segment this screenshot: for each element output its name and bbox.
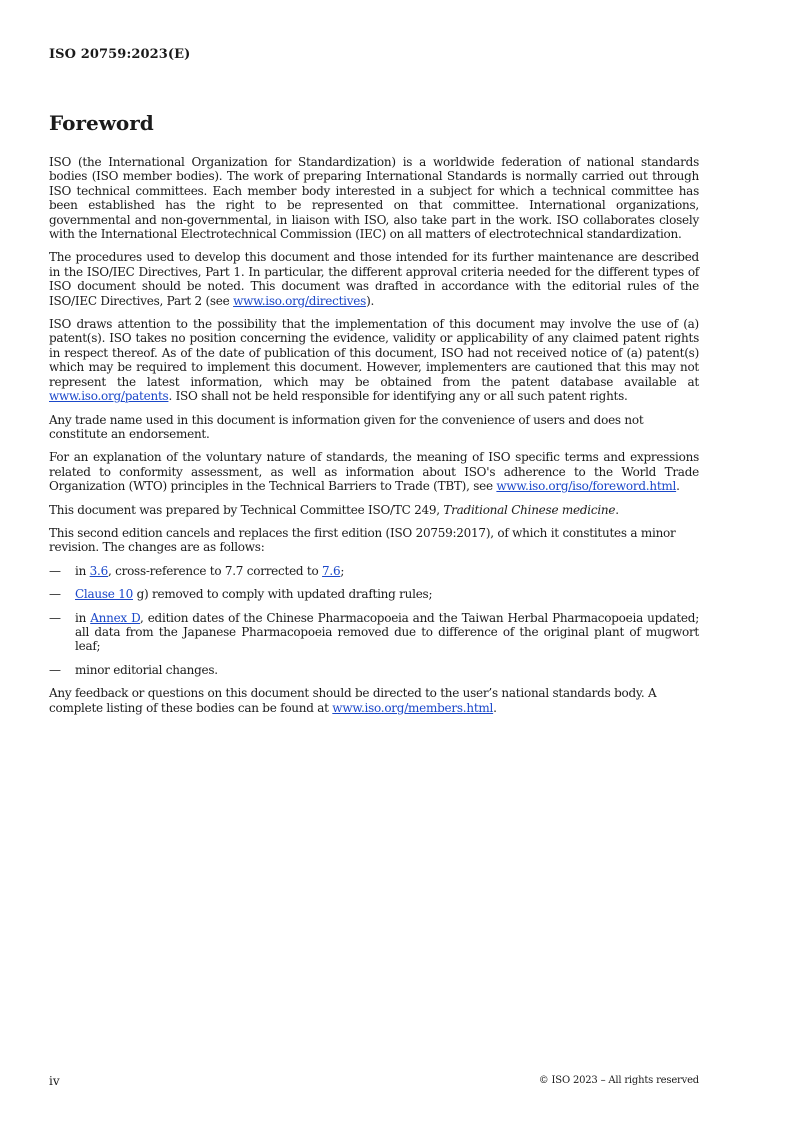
change-3-text: [75, 611, 699, 654]
dash-bullet: —: [49, 563, 61, 578]
voluntary-text: For an explanation of the voluntary nature of standards, the meaning of ISO specific terms and expressions related to conformity assessment, as well as information about ISO's adherence to the World Trade Organization (WTO) principles in the Technical Barriers to Trade (TBT), see: [49, 450, 699, 494]
change-1-suffix: ;: [340, 563, 345, 578]
voluntary-text-end: .: [676, 479, 680, 494]
change-1-middle: , cross-reference to 7.7 corrected to: [107, 563, 323, 578]
page-title: Foreword: [49, 111, 154, 135]
change-1-prefix: in: [75, 563, 90, 578]
change-3-suffix: , edition dates of the Chinese Pharmacopoeia and the Taiwan Herbal Pharmacopoeia updated; all data from the Japanese Pharmacopoeia removed due to difference of the original plant of mugwort leaf;: [75, 610, 700, 654]
list-item-change-2: [49, 587, 699, 601]
committee-text: This document was prepared by Technical Committee ISO/TC 249,: [49, 502, 444, 517]
paragraph-feedback: [49, 686, 699, 715]
feedback-text: Any feedback or questions on this document should be directed to the user’s national standards body. A complete listing of these bodies can be found at: [49, 686, 657, 715]
dash-bullet: —: [49, 610, 61, 625]
list-item-change-1: [49, 564, 699, 578]
paragraph-trade-name: Any trade name used in this document is information given for the convenience of users and does not constitute an endorsement.: [49, 412, 644, 441]
clause-3-6-link[interactable]: 3.6: [89, 563, 108, 578]
paragraph-committee: [49, 503, 699, 517]
feedback-text-end: .: [493, 700, 497, 715]
procedures-text-end: ).: [366, 293, 375, 308]
dash-bullet: —: [49, 662, 61, 677]
list-item-change-3: [49, 611, 699, 654]
paragraph-procedures: [49, 250, 699, 308]
paragraph-iso-intro: ISO (the International Organization for Standardization) is a worldwide federation of national standards bodies (ISO member bodies). The work of preparing International Standards is normally carried out through ISO technical committees. Each member body interested in a subject for which a technical committee has been established has the right to be represented on that committee. International organizations, governmental and non-governmental, in liaison with ISO, also take part in the work. ISO collaborates closely with the International Electrotechnical Commission (IEC) on all matters of electrotechnical standardization.: [49, 155, 699, 242]
foreword-link[interactable]: www.iso.org/iso/foreword.html: [496, 479, 677, 494]
annex-d-link[interactable]: Annex D: [90, 610, 141, 625]
change-3-prefix: in: [75, 610, 91, 625]
change-1-text: [75, 564, 699, 578]
change-2-suffix: g) removed to comply with updated drafting rules;: [133, 587, 433, 602]
change-2-text: [75, 587, 699, 601]
foreword-body: [49, 155, 699, 724]
directives-link[interactable]: www.iso.org/directives: [233, 293, 367, 308]
procedures-text: The procedures used to develop this document and those intended for its further maintenance are described in the ISO/IEC Directives, Part 1. In particular, the different approval criteria needed for the different types of ISO document should be noted. This document was drafted in accordance with the editorial rules of the ISO/IEC Directives, Part 2 (see: [49, 250, 699, 308]
copyright-notice: © ISO 2023 – All rights reserved: [538, 1075, 699, 1086]
document-code: ISO 20759:2023(E): [49, 47, 191, 62]
clause-7-6-link[interactable]: 7.6: [322, 563, 341, 578]
paragraph-patents: [49, 317, 699, 403]
dash-bullet: —: [49, 587, 61, 602]
clause-10-link[interactable]: Clause 10: [75, 587, 133, 602]
committee-name: Traditional Chinese medicine: [443, 502, 616, 517]
page-number: iv: [49, 1074, 60, 1088]
patents-text: ISO draws attention to the possibility that the implementation of this document may involve the use of (a) patent(s). ISO takes no position concerning the evidence, validity or applicability of any claimed patent rights in respect thereof. As of the date of publication of this document, ISO had not received notice of (a) patent(s) which may be required to implement this document. However, implementers are cautioned that this may not represent the latest information, which may be obtained from the patent database available at: [49, 317, 699, 389]
committee-text-end: .: [615, 502, 619, 517]
patents-text-end: . ISO shall not be held responsible for identifying any or all such patent rights.: [168, 389, 628, 404]
members-link[interactable]: www.iso.org/members.html: [332, 700, 494, 715]
paragraph-edition: This second edition cancels and replaces the first edition (ISO 20759:2017), of which it constitutes a minor revision. The changes are as follows:: [49, 525, 676, 555]
patents-link[interactable]: www.iso.org/patents: [49, 389, 169, 404]
change-4-text: minor editorial changes.: [75, 662, 218, 677]
list-item-change-4: [49, 663, 699, 677]
paragraph-voluntary-nature: [49, 450, 699, 493]
